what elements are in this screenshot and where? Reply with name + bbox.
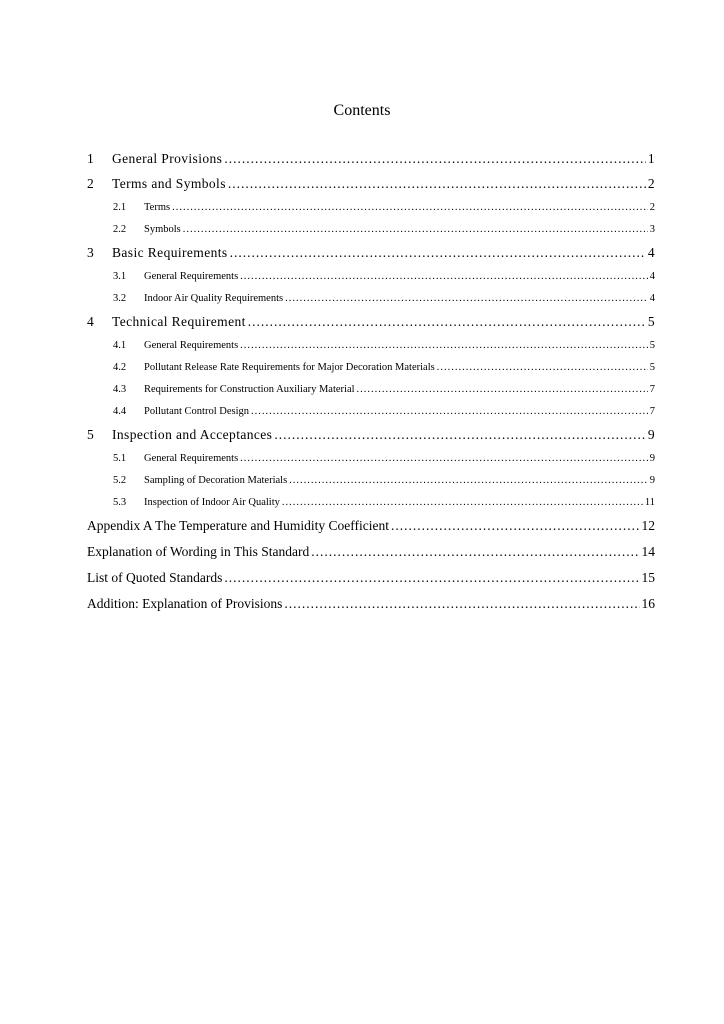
dot-leader	[289, 474, 648, 488]
dot-leader	[357, 383, 648, 397]
toc-number: 4.1	[113, 340, 127, 351]
toc-label: List of Quoted Standards	[87, 570, 223, 585]
dot-leader	[224, 569, 639, 587]
toc-page-number: 9	[649, 475, 655, 486]
toc-label: Terms and Symbols	[112, 176, 226, 191]
dot-leader	[251, 405, 648, 419]
toc-section-entry[interactable]	[0, 223, 724, 237]
dot-leader	[285, 292, 648, 306]
toc-number: 3.2	[113, 293, 127, 304]
toc-label: Indoor Air Quality Requirements	[144, 293, 284, 304]
toc-page-number: 15	[641, 570, 655, 585]
toc-number: 2.2	[113, 224, 127, 235]
toc-section-entry[interactable]	[0, 474, 724, 488]
toc-section-entry[interactable]	[0, 405, 724, 419]
toc-appendix-entry[interactable]	[0, 595, 724, 613]
toc-number: 4.3	[113, 384, 127, 395]
dot-leader	[391, 517, 640, 535]
toc-page-number: 5	[649, 340, 655, 351]
dot-leader	[183, 223, 648, 237]
toc-section-entry[interactable]	[0, 292, 724, 306]
dot-leader	[224, 150, 646, 168]
toc-page-number: 4	[647, 245, 655, 260]
toc-page-number: 2	[647, 176, 655, 191]
toc-label: Requirements for Construction Auxiliary Material	[144, 384, 355, 395]
toc-number: 4.4	[113, 406, 127, 417]
toc-number: 2.1	[113, 202, 127, 213]
toc-label: Terms	[144, 202, 171, 213]
toc-page-number: 12	[641, 518, 655, 533]
toc-page-number: 1	[647, 151, 655, 166]
toc-number: 3.1	[113, 271, 127, 282]
dot-leader	[311, 543, 639, 561]
toc-label: Addition: Explanation of Provisions	[87, 596, 283, 611]
toc-label: Sampling of Decoration Materials	[144, 475, 288, 486]
toc-section-entry[interactable]	[0, 452, 724, 466]
toc-label: General Requirements	[144, 271, 239, 282]
toc-label: Symbols	[144, 224, 181, 235]
dot-leader	[284, 595, 639, 613]
dot-leader	[240, 452, 648, 466]
toc-appendix-entry[interactable]	[0, 569, 724, 587]
toc-label: Inspection of Indoor Air Quality	[144, 497, 280, 508]
toc-label: General Requirements	[144, 340, 239, 351]
toc-page-number: 5	[649, 362, 655, 373]
page-title: Contents	[333, 102, 391, 119]
dot-leader	[240, 270, 648, 284]
toc-label: General Provisions	[112, 151, 223, 166]
toc-section-entry[interactable]	[0, 339, 724, 353]
toc-number: 4.2	[113, 362, 127, 373]
toc-chapter-entry[interactable]	[0, 175, 724, 193]
toc-number: 4	[87, 314, 95, 329]
toc-number: 1	[87, 151, 95, 166]
toc-chapter-entry[interactable]	[0, 150, 724, 168]
toc-number: 5.2	[113, 475, 127, 486]
toc-appendix-entry[interactable]	[0, 543, 724, 561]
toc-number: 3	[87, 245, 95, 260]
toc-label: Basic Requirements	[112, 245, 228, 260]
dot-leader	[248, 313, 646, 331]
toc-chapter-entry[interactable]	[0, 244, 724, 262]
toc-label: Pollutant Release Rate Requirements for Major Decoration Materials	[144, 362, 435, 373]
toc-label: Pollutant Control Design	[144, 406, 249, 417]
dot-leader	[240, 339, 648, 353]
toc-label: Inspection and Acceptances	[112, 427, 273, 442]
toc-section-entry[interactable]	[0, 201, 724, 215]
toc-page-number: 5	[647, 314, 655, 329]
toc-section-entry[interactable]	[0, 361, 724, 375]
toc-page-number: 9	[647, 427, 655, 442]
toc-page-number: 11	[644, 497, 655, 508]
toc-label: General Requirements	[144, 453, 239, 464]
toc-section-entry[interactable]	[0, 496, 724, 510]
dot-leader	[274, 426, 646, 444]
toc-page-number: 3	[649, 224, 655, 235]
toc-appendix-entry[interactable]	[0, 517, 724, 535]
toc-chapter-entry[interactable]	[0, 426, 724, 444]
toc-page-number: 2	[649, 202, 655, 213]
dot-leader	[230, 244, 646, 262]
toc-number: 5.1	[113, 453, 127, 464]
toc-label: Technical Requirement	[112, 314, 246, 329]
dot-leader	[228, 175, 646, 193]
toc-page-number: 7	[649, 384, 655, 395]
toc-section-entry[interactable]	[0, 270, 724, 284]
toc-number: 2	[87, 176, 95, 191]
dot-leader	[282, 496, 643, 510]
dot-leader	[172, 201, 648, 215]
dot-leader	[437, 361, 648, 375]
toc-page-number: 4	[649, 293, 655, 304]
toc-page-number: 4	[649, 271, 655, 282]
toc-page-number: 7	[649, 406, 655, 417]
toc-label: Appendix A The Temperature and Humidity Coefficient	[87, 518, 389, 533]
toc-number: 5.3	[113, 497, 127, 508]
toc-number: 5	[87, 427, 95, 442]
toc-label: Explanation of Wording in This Standard	[87, 544, 310, 559]
toc-chapter-entry[interactable]	[0, 313, 724, 331]
toc-section-entry[interactable]	[0, 383, 724, 397]
toc-page-number: 16	[641, 596, 655, 611]
toc-page-number: 14	[641, 544, 655, 559]
toc-page-number: 9	[649, 453, 655, 464]
